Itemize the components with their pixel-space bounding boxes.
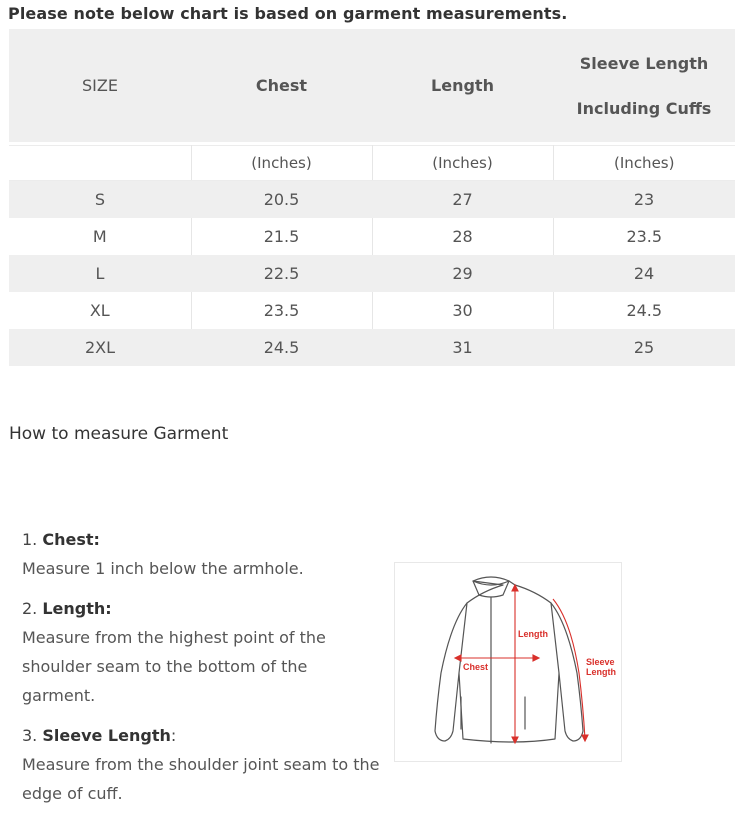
units-row (9, 146, 735, 181)
step-sleeve-length (22, 721, 382, 808)
units-cell: (Inches) (372, 146, 553, 181)
sleeve-cell: 23.5 (553, 218, 735, 255)
step-number: 3. (22, 726, 43, 745)
step-title: Length: (42, 599, 112, 618)
size-chart-note: Please note below chart is based on garment measurements. (8, 4, 568, 23)
table-row (9, 329, 735, 366)
sleeve-cell: 23 (553, 181, 735, 219)
sleeve-label-line1: Sleeve (586, 657, 615, 667)
units-cell: (Inches) (553, 146, 735, 181)
length-cell: 31 (372, 329, 553, 366)
chest-arrow-head-left (455, 655, 461, 661)
size-cell: L (9, 255, 191, 292)
size-cell: 2XL (9, 329, 191, 366)
table-row (9, 255, 735, 292)
step-number: 1. (22, 530, 43, 549)
size-cell: M (9, 218, 191, 255)
length-cell: 29 (372, 255, 553, 292)
header-sleeve-line2: Including Cuffs (576, 98, 712, 118)
jacket-illustration (395, 563, 621, 761)
chest-cell: 22.5 (191, 255, 372, 292)
sleeve-label-line2: Length (586, 667, 616, 677)
header-chest: Chest (191, 29, 372, 142)
table-row (9, 292, 735, 329)
header-length: Length (372, 29, 553, 142)
measurement-steps (22, 525, 382, 819)
chest-label: Chest (463, 662, 489, 672)
table-header-row (9, 29, 735, 142)
garment-diagram (394, 562, 622, 762)
size-cell: S (9, 181, 191, 219)
sleeve-cell: 25 (553, 329, 735, 366)
step-title: Chest: (42, 530, 100, 549)
sleeve-cell: 24 (553, 255, 735, 292)
step-title: Sleeve Length (42, 726, 171, 745)
table-row (9, 181, 735, 219)
chest-cell: 24.5 (191, 329, 372, 366)
how-to-measure-title: How to measure Garment (9, 424, 229, 444)
length-label: Length (518, 629, 548, 639)
length-cell: 28 (372, 218, 553, 255)
chest-arrow-head-right (533, 655, 539, 661)
header-sleeve-line1: Sleeve Length (579, 53, 709, 73)
size-cell: XL (9, 292, 191, 329)
header-sleeve-length (553, 29, 735, 142)
length-cell: 27 (372, 181, 553, 219)
units-cell (9, 146, 191, 181)
length-cell: 30 (372, 292, 553, 329)
chest-cell: 23.5 (191, 292, 372, 329)
step-description: Measure from the shoulder joint seam to the edge of cuff. (22, 755, 380, 803)
chest-cell: 21.5 (191, 218, 372, 255)
step-description: Measure from the highest point of the shoulder seam to the bottom of the garment. (22, 628, 326, 705)
step-title-suffix: : (170, 726, 177, 745)
size-chart-table (9, 29, 735, 366)
chest-cell: 20.5 (191, 181, 372, 219)
sleeve-arrow (553, 599, 585, 739)
step-number: 2. (22, 599, 43, 618)
units-cell: (Inches) (191, 146, 372, 181)
step-description: Measure 1 inch below the armhole. (22, 559, 304, 578)
step-chest (22, 525, 382, 583)
table-row (9, 218, 735, 255)
step-length (22, 594, 382, 710)
header-size: SIZE (9, 29, 191, 142)
sleeve-arrow-head (582, 735, 588, 741)
sleeve-cell: 24.5 (553, 292, 735, 329)
